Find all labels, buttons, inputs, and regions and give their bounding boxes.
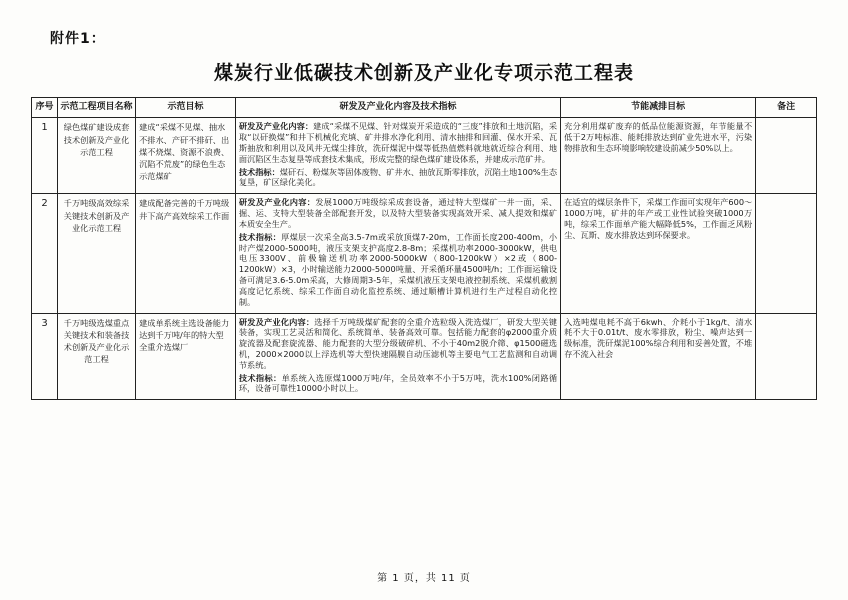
- row-goal: 建成单系统主选设备能力达到千万吨/年的特大型全重介选煤厂: [136, 313, 236, 400]
- header-no: 序号: [32, 98, 58, 118]
- energy-body: 充分利用煤矿废弃的低品位能源资源，年节能量不低于2万吨标准、能耗排放达到矿业先进水平，污染物排放和生态环境影响较建设前减少50%以上。: [564, 121, 753, 153]
- table-header-row: [32, 98, 817, 118]
- header-goal: 示范目标: [136, 98, 236, 118]
- row-content: [235, 118, 560, 194]
- row-remark: [756, 194, 817, 313]
- tech-body: 厚煤层一次采全高3.5-7m或采放顶煤7-20m，工作面长度200-400m，小时产煤2000-5000吨，液压支架支护高度2.8-8m；采煤机功率2000-3000kW，供电电压3300V、前极输送机功率2000-5000kW（800-1200kW）×2或（800-1200kW）×3，小时输送能力2000-5000吨量、开采循环量4500吨/h；工作面运输设备可满足3.6-5.0m采高，大修周期3-5年，采煤机液压支架电液控制系统、采煤机截割高度记忆系统、综采工作面自动化监控系统、通过顺槽计算机进行生产过程自动化控制。: [238, 231, 558, 307]
- content-title: 研发及产业化内容：: [238, 197, 316, 208]
- row-project-name: 千万吨级选煤重点关键技术和装备技术创新及产业化示范工程: [58, 313, 136, 400]
- row-energy-target: [561, 194, 756, 313]
- row-remark: [756, 118, 817, 194]
- row-content: [235, 313, 560, 400]
- table-row: [32, 194, 817, 313]
- demonstration-project-table: [31, 97, 817, 400]
- content-body: 建成“采煤不见煤、针对煤炭开采造成的“三废”排放和土地沉陷，采取“以矸换煤”和井下机械化充填、矿井排水净化利用、清水抽排和回灌、保水开采、瓦斯抽放和利用以及风井无煤尘排放，洗矸煤泥中煤等低热值燃料就地就近综合利用、地面沉陷区生态复垦等成套技术集成，形成完整的绿色煤矿建设体系，并建成示范矿井。: [238, 121, 558, 164]
- tech-title: 技术指标：: [238, 231, 282, 242]
- page-title: 煤炭行业低碳技术创新及产业化专项示范工程表: [213, 62, 634, 84]
- row-goal: 建成“采煤不见煤、抽水不排水、产矸不排矸、出煤不烧煤、资源不浪费、沉陷不荒废”的绿色生态示范煤矿: [136, 118, 236, 194]
- content-body: 选择千万吨级煤矿配套的全重介选粒级入洗选煤厂，研发大型关键装备，实现工艺灵活和简化、系统简单、装备高效可靠。包括能力配套的φ2000重介质旋流器及配套旋流器、能力配套的大型分级破碎机、不小于40m2脱介筛、φ1500磁选机，2000×2000以上浮选机等大型快速隔膜自动压滤机等主要电气工艺监测和自动调节系统。: [238, 316, 558, 370]
- row-number: 1: [32, 118, 58, 194]
- tech-body: 煤矸石、粉煤灰等固体废物、矿井水、抽放瓦斯零排放，沉陷土地100%生态复垦，矿区绿化美化。: [238, 166, 558, 188]
- row-project-name: 千万吨级高效综采关键技术创新及产业化示范工程: [58, 194, 136, 313]
- table-row: [32, 118, 817, 194]
- header-remark: 备注: [756, 98, 817, 118]
- row-content: [235, 194, 560, 313]
- row-number: 3: [32, 313, 58, 400]
- header-energy: 节能减排目标: [561, 98, 756, 118]
- row-energy-target: [561, 313, 756, 400]
- energy-body: 入选吨煤电耗不高于6kwh、介耗小于1kg/t、清水耗不大于0.01t/t、废水零排放，粉尘、噪声达到一级标准，洗矸煤泥100%综合利用和妥善处置，不堆存不流入社会: [564, 316, 753, 359]
- energy-body: 在适宜的煤层条件下，采煤工作面可实现年产600～1000万吨，矿井的年产或工业性试验突破1000万吨，综采工作面单产能大幅降低5%，工作面乏风粉尘、瓦斯、废水排放达到环保要求。: [564, 197, 753, 240]
- row-remark: [756, 313, 817, 400]
- tech-title: 技术指标：: [238, 372, 282, 383]
- row-number: 2: [32, 194, 58, 313]
- attachment-label: 附件1：: [50, 31, 106, 47]
- row-energy-target: [561, 118, 756, 194]
- row-goal: 建成配备完善的千万吨级井下高产高效综采工作面: [136, 194, 236, 313]
- table-row: [32, 313, 817, 400]
- content-title: 研发及产业化内容：: [238, 121, 314, 132]
- header-content: 研发及产业化内容及技术指标: [235, 98, 560, 118]
- row-project-name: 绿色煤矿建设成套技术创新及产业化示范工程: [58, 118, 136, 194]
- content-title: 研发及产业化内容：: [238, 316, 315, 327]
- page-footer: 第 1 页，共 11 页: [377, 573, 471, 584]
- tech-title: 技术指标：: [238, 166, 280, 177]
- header-project: 示范工程项目名称: [58, 98, 136, 118]
- tech-body: 单系统入选原煤1000万吨/年，全员效率不小于5万吨，洗水100%闭路循环，设备可靠性10000小时以上。: [238, 372, 558, 394]
- content-body: 发展1000万吨级综采成套设备，通过特大型煤矿一井一面，采、掘、运、支特大型装备全部配套开发，以及特大型装备实现高效开采、减人提效和煤矿本质安全生产。: [238, 197, 558, 229]
